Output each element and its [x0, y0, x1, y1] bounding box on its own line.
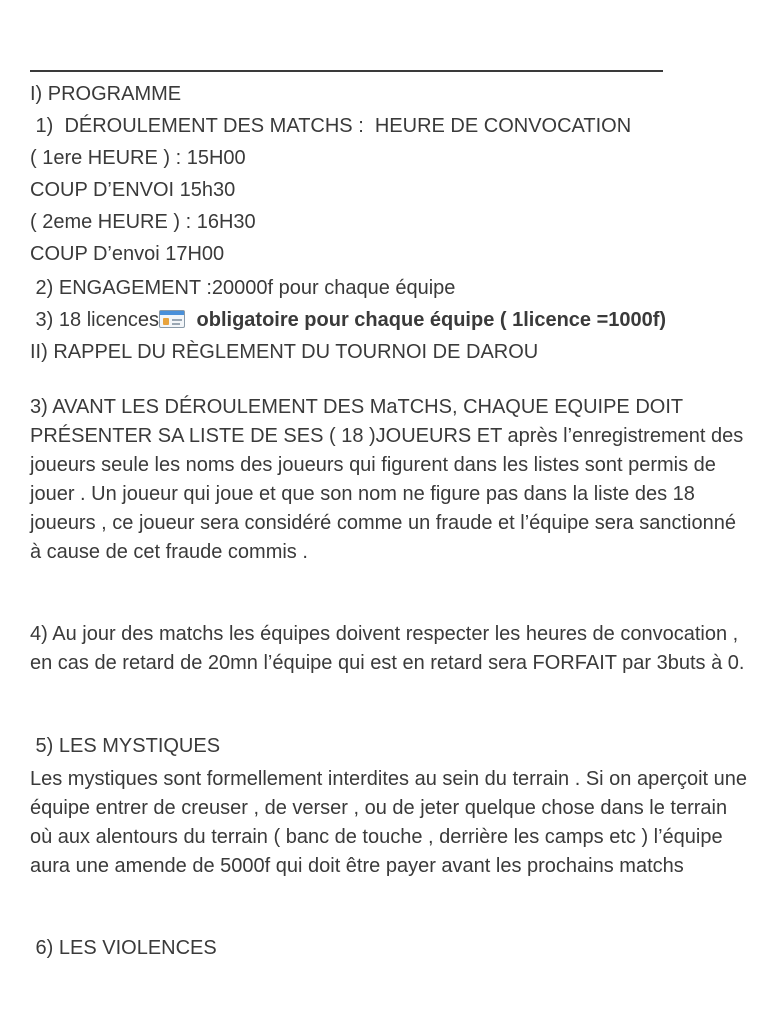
licence-card-icon: [159, 310, 185, 328]
first-hour-convocation: ( 1ere HEURE ) : 15H00: [30, 147, 246, 169]
licences-mandatory-text: obligatoire pour chaque équipe ( 1licence =1000f): [190, 309, 667, 331]
reglement-heading: II) RAPPEL DU RÈGLEMENT DU TOURNOI DE DAROU: [30, 341, 539, 363]
second-kickoff: COUP D’envoi 17H00: [30, 243, 225, 265]
rule-5-title: 5) LES MYSTIQUES: [30, 735, 221, 757]
rule-3-player-list: 3) AVANT LES DÉROULEMENT DES MaTCHS, CHAQUE EQUIPE DOIT PRÉSENTER SA LISTE DE SES ( 18 )JOUEURS ET après l’enregistrement des joueurs seule les noms des joueurs qui figurent dans les listes sont permis de jouer . Un joueur qui joue et que son nom ne figure pas dans la liste des 18 joueurs , ce joueur sera considéré comme un fraude et l’équipe sera sanctionné à cause de cet fraude commis .: [30, 396, 744, 563]
top-divider-line: [30, 70, 663, 72]
second-hour-convocation: ( 2eme HEURE ) : 16H30: [30, 211, 256, 233]
first-kickoff: COUP D’ENVOI 15h30: [30, 179, 236, 201]
licences-requirement: [30, 306, 666, 335]
engagement-fee: 2) ENGAGEMENT :20000f pour chaque équipe: [30, 277, 456, 299]
rule-5-mystiques-text: Les mystiques sont formellement interdites au sein du terrain . Si on aperçoit une équipe entrer de creuser , de verser , ou de jeter quelque chose dans le terrain où aux alentours du terrain ( banc de touche , derrière les camps etc ) l’équipe aura une amende de 5000f qui doit être payer avant les prochains matchs: [30, 768, 748, 877]
programme-heading: I) PROGRAMME: [30, 83, 182, 105]
rule-4-convocation-times: 4) Au jour des matchs les équipes doivent respecter les heures de convocation , en cas de retard de 20mn l’équipe qui est en retard sera FORFAIT par 3buts à 0.: [30, 623, 745, 674]
rule-6-title: 6) LES VIOLENCES: [30, 937, 217, 959]
match-schedule-title: 1) DÉROULEMENT DES MATCHS : HEURE DE CONVOCATION: [30, 115, 632, 137]
licences-prefix: 3) 18 licences: [30, 309, 159, 331]
